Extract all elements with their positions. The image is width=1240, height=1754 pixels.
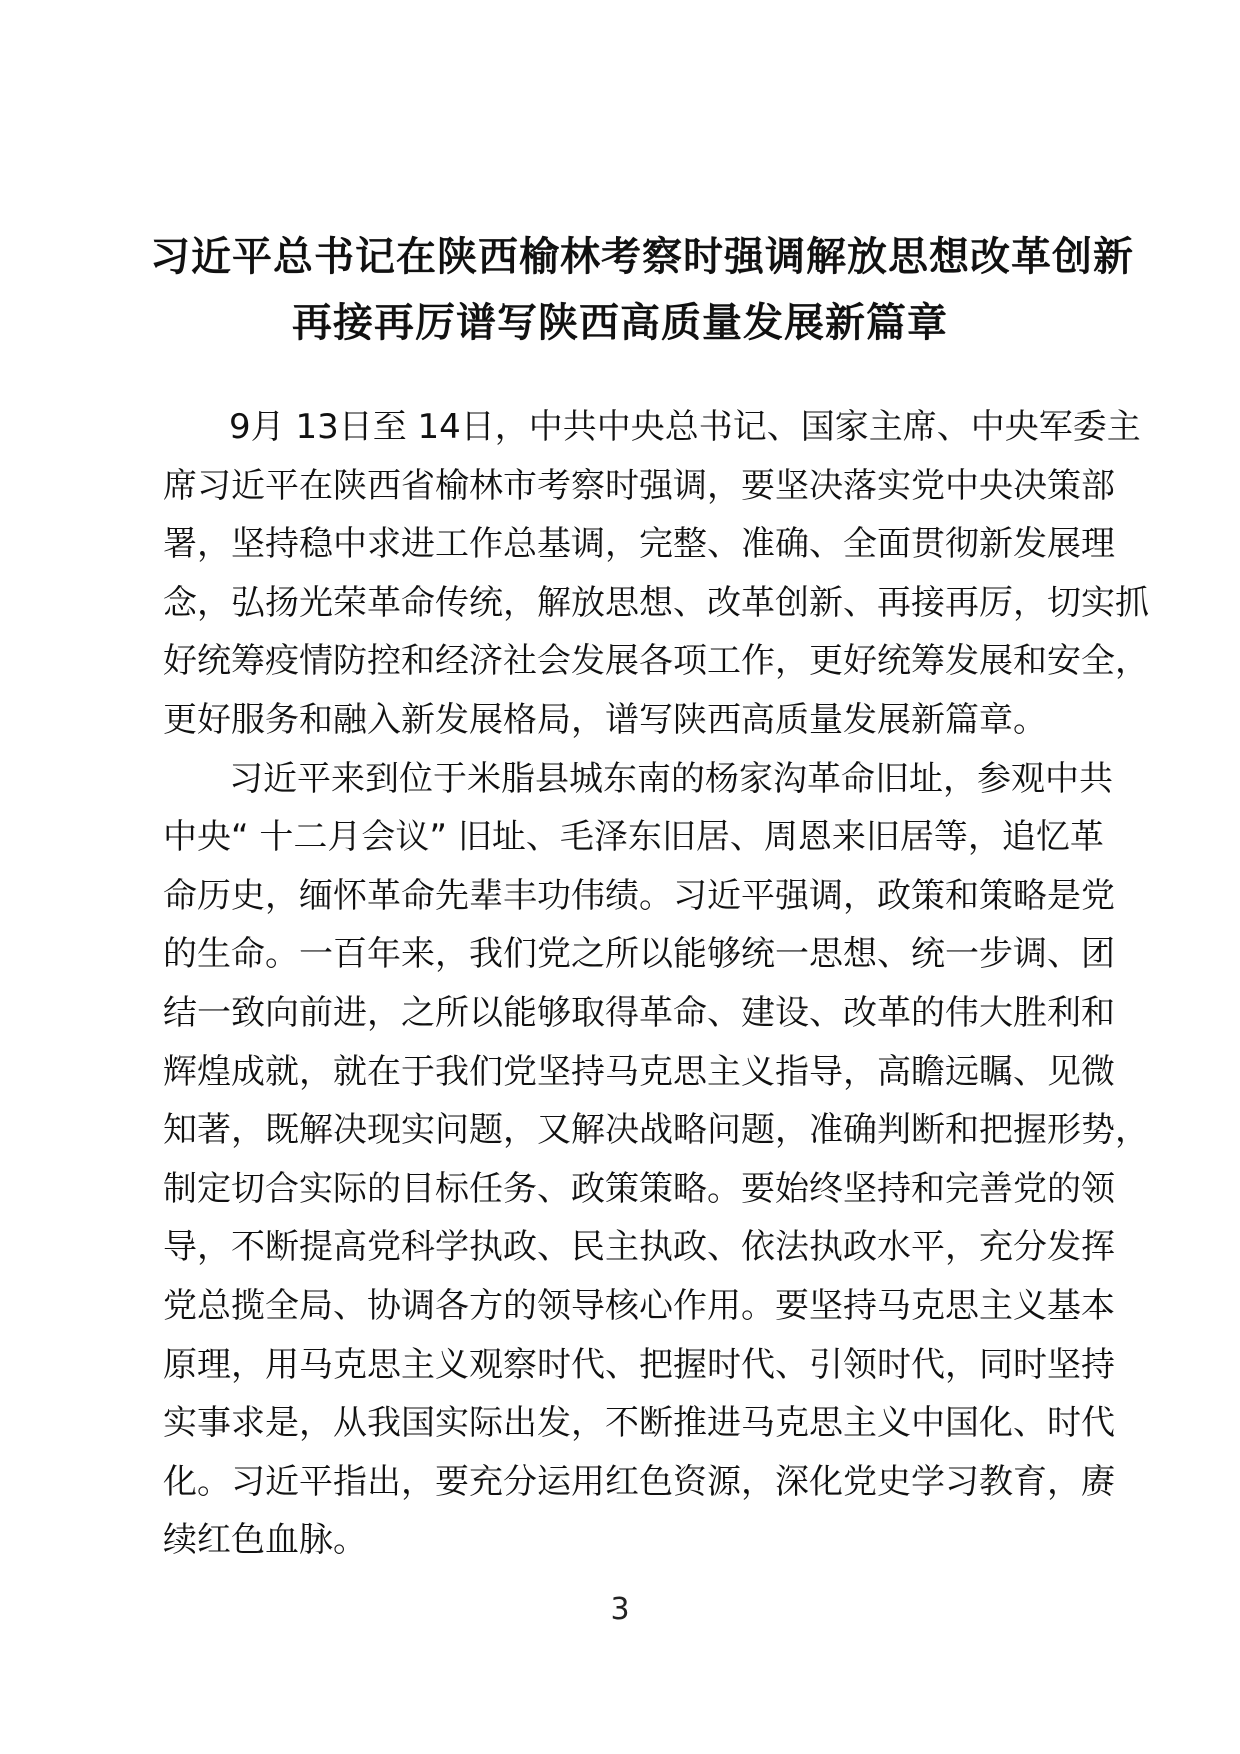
paragraph-line: 命历史，缅怀革命先辈丰功伟绩。习近平强调，政策和策略是党 <box>163 875 1115 916</box>
paragraph-line: 席习近平在陕西省榆林市考察时强调，要坚决落实党中央决策部 <box>163 465 1115 506</box>
paragraph-line: 知著，既解决现实问题，又解决战略问题，准确判断和把握形势， <box>163 1110 1149 1151</box>
paragraph-line: 好统筹疫情防控和经济社会发展各项工作，更好统筹发展和安全， <box>163 641 1149 682</box>
paragraph-line: 辉煌成就，就在于我们党坚持马克思主义指导，高瞻远瞩、见微 <box>163 1051 1115 1092</box>
paragraph-line: 原理，用马克思主义观察时代、把握时代、引领时代，同时坚持 <box>163 1344 1115 1385</box>
paragraph-line: 9月 13日至 14日，中共中央总书记、国家主席、中央军委主 <box>229 407 1141 447</box>
paragraph-line: 导，不断提高党科学执政、民主执政、依法执政水平，充分发挥 <box>163 1227 1115 1268</box>
paragraph-line: 续红色血脉。 <box>163 1520 367 1561</box>
document-title <box>150 224 1134 356</box>
paragraph-line: 制定切合实际的目标任务、政策策略。要始终坚持和完善党的领 <box>163 1168 1115 1209</box>
page-number: 3 <box>610 1592 630 1627</box>
paragraph-line: 实事求是，从我国实际出发，不断推进马克思主义中国化、时代 <box>163 1403 1115 1444</box>
title-line: 习近平总书记在陕西榆林考察时强调解放思想改革创新 <box>150 233 1134 280</box>
paragraph-line: 习近平来到位于米脂县城东南的杨家沟革命旧址，参观中共 <box>229 758 1113 799</box>
paragraph-line: 的生命。一百年来，我们党之所以能够统一思想、统一步调、团 <box>163 934 1115 975</box>
paragraph <box>163 750 1149 1570</box>
paragraph-line: 党总揽全局、协调各方的领导核心作用。要坚持马克思主义基本 <box>163 1285 1115 1326</box>
paragraph-line: 署，坚持稳中求进工作总基调，完整、准确、全面贯彻新发展理 <box>163 524 1115 565</box>
title-line: 再接再厉谱写陕西高质量发展新篇章 <box>292 299 948 346</box>
paragraph-line: 化。习近平指出，要充分运用红色资源，深化党史学习教育，赓 <box>163 1461 1115 1502</box>
paragraph-line: 念，弘扬光荣革命传统，解放思想、改革创新、再接再厉，切实抓 <box>163 582 1149 623</box>
paragraph-line: 中央“ 十二月会议” 旧址、毛泽东旧居、周恩来旧居等，追忆革 <box>163 817 1104 858</box>
paragraph-line: 结一致向前进，之所以能够取得革命、建设、改革的伟大胜利和 <box>163 992 1115 1033</box>
paragraph-line: 更好服务和融入新发展格局，谱写陕西高质量发展新篇章。 <box>163 699 1047 740</box>
document-body <box>163 398 1149 1570</box>
paragraph <box>163 398 1149 750</box>
